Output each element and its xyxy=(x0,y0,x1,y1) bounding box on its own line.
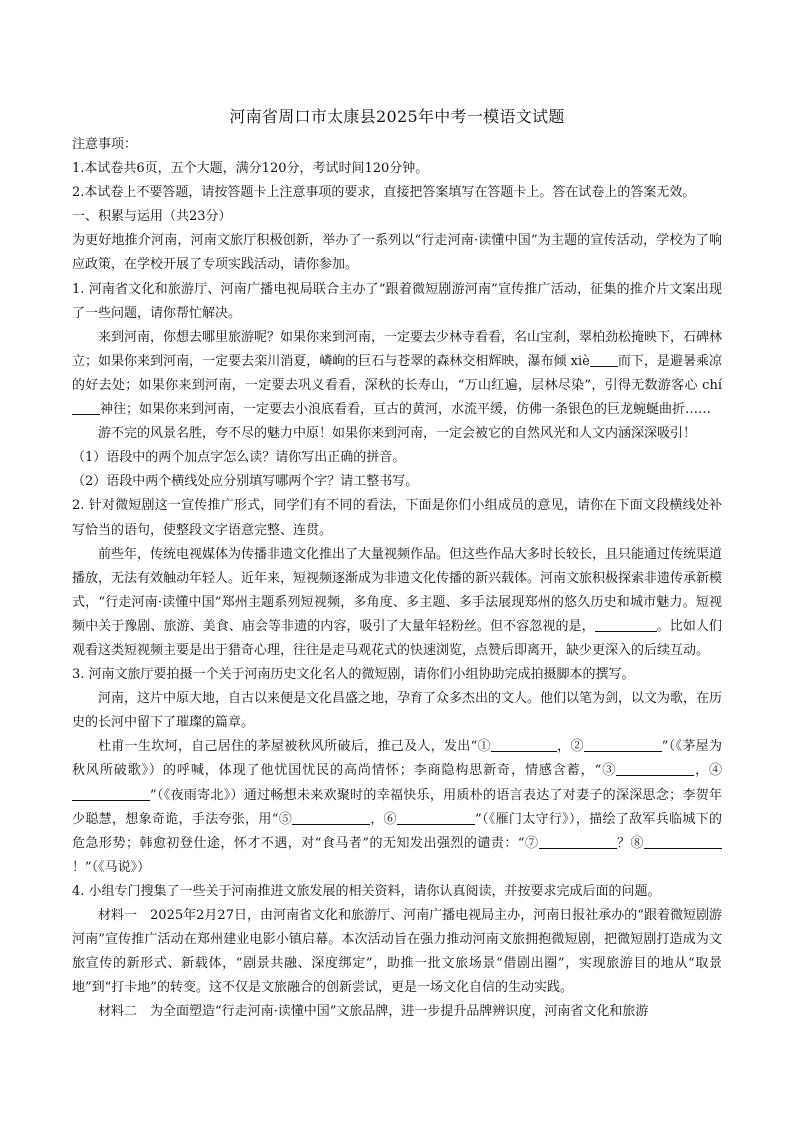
answer-blank xyxy=(595,617,657,632)
answer-blank xyxy=(590,352,618,367)
q1-passage-part-b: 而下，是避暑乘凉的好去处；如果你来到河南，一定要去巩义看看，深秋的长寿山，“万山红遍，层林尽染”，引得无数游客心 chí xyxy=(72,353,722,393)
q4-stem: 4. 小组专门搜集了一些关于河南推进文旅发展的相关资料，请你认真阅读，并按要求完成后面的问题。 xyxy=(72,883,661,899)
q3-fill-passage xyxy=(72,735,722,880)
q3-text-4: ，④ xyxy=(694,763,722,779)
q3-stem: 3. 河南文旅厅要拍摄一个关于河南历史文化名人的微短剧，请你们小组协助完成拍摄脚本的撰写。 xyxy=(72,667,635,683)
q1-passage-end: 游不完的风景名胜，夸不尽的魅力中原！如果你来到河南，一定会被它的自然风光和人文内涵深深吸引！ xyxy=(98,426,697,442)
q3-text-5: ”（《夜雨寄北》）通过畅想未来欢聚时的幸福快乐，用质朴的语言表达了对妻子的深深思念；李贺年少聪慧，想象奇诡，手法夸张，用“⑤ xyxy=(72,787,722,827)
answer-blank xyxy=(584,737,662,752)
answer-blank xyxy=(539,834,617,849)
q1-passage-part-a: 来到河南，你想去哪里旅游呢？如果你来到河南，一定要去少林寺看看，名山宝刹，翠柏劲松掩映下，石碑林立；如果你来到河南，一定要去栾川消夏，嶙峋的巨石与苍翠的森林交相辉映，瀑布倾 xiè xyxy=(72,329,723,369)
q1-subquestion-1: （1）语段中的两个加点字怎么读？请你写出正确的拼音。 xyxy=(72,450,406,466)
q3-text-6: ，⑥ xyxy=(370,811,397,827)
q3-intro: 河南，这片中原大地，自古以来便是文化昌盛之地，孕育了众多杰出的文人。他们以笔为剑，以文为歌，在历史的长河中留下了璀璨的篇章。 xyxy=(72,691,723,731)
notice-heading: 注意事项： xyxy=(72,137,138,152)
section-intro: 为更好地推介河南，河南文旅厅积极创新，举办了一系列以“行走河南·读懂中国”为主题的宣传活动，学校为了响应政策，在学校开展了专项实践活动，请你参加。 xyxy=(72,233,722,273)
q1-passage xyxy=(72,326,722,422)
notice-item-2: 2.本试卷上不要答题，请按答题卡上注意事项的要求，直接把答案填写在答题卡上。答在试卷上的答案无效。 xyxy=(72,185,696,201)
notice-item-1: 1.本试卷共6页，五个大题，满分120分，考试时间120分钟。 xyxy=(72,161,429,177)
answer-blank xyxy=(292,810,370,825)
exam-page xyxy=(72,100,722,1024)
q3-text-8: ？⑧ xyxy=(616,835,644,851)
answer-blank xyxy=(644,834,722,849)
answer-blank xyxy=(616,761,694,776)
answer-blank xyxy=(72,786,150,801)
q3-text-9: ！”（《马说》） xyxy=(72,859,151,875)
q3-text-3: ”（《茅屋为秋风所破歌》）的呼喊，体现了他忧国忧民的高尚情怀；李商隐构思新奇，情感含蓄，“③ xyxy=(72,739,722,779)
q3-text-2: ，② xyxy=(556,739,584,755)
q3-text-7: ”（《雁门太守行》），描绘了敌军兵临城下的危急形势；韩愈初登仕途，怀才不遇，对“食马者”的无知发出强烈的谴责：“⑦ xyxy=(72,811,722,851)
q1-subquestion-2: （2）语段中两个横线处应分别填写哪两个字？请工整书写。 xyxy=(72,474,419,490)
q4-material-1: 材料一 2025年2月27日，由河南省文化和旅游厅、河南广播电视局主办，河南日报社承办的“跟着微短剧游河南”宣传推广活动在郑州建业电影小镇启幕。本次活动旨在强力推动河南文旅拥抱微短剧，把微短剧打造成为文旅宣传的新形式、新载体，“剧景共融、深度绑定”，助推一批文旅场景“借剧出圈”，实现旅游目的地从“取景地”到“打卡地”的转变。这不仅是文旅融合的创新尝试，更是一场文化自信的生动实践。 xyxy=(72,908,722,996)
q1-passage-part-c: 神往；如果你来到河南，一定要去小浪底看看，亘古的黄河，水流平缓，仿佛一条银色的巨龙蜿蜒曲折…… xyxy=(100,402,712,418)
q2-stem: 2. 针对微短剧这一宣传推广形式，同学们有不同的看法，下面是你们小组成员的意见，请你在下面文段横线处补写恰当的语句，使整段文字语意完整、连贯。 xyxy=(72,498,722,538)
q3-text-1: 杜甫一生坎坷，自己居住的茅屋被秋风所破后，推己及人，发出“① xyxy=(98,739,491,755)
q2-passage xyxy=(72,543,722,663)
answer-blank xyxy=(72,400,100,415)
answer-blank xyxy=(397,810,475,825)
q4-material-2: 材料二 为全面塑造“行走河南·读懂中国”文旅品牌，进一步提升品牌辨识度，河南省文化和旅游 xyxy=(98,1004,649,1020)
q2-passage-part-b: 。比如人们观看这类短视频主要是出于猎奇心理，往往是走马观花式的快速浏览，点赞后即离开，缺少更深入的后续互动。 xyxy=(72,618,722,658)
answer-blank xyxy=(491,737,557,752)
section-heading: 一、积累与运用（共23分） xyxy=(72,209,232,225)
q1-stem: 1. 河南省文化和旅游厅、河南广播电视局联合主办了“跟着微短剧游河南”宣传推广活动，征集的推介片文案出现了一些问题，请你帮忙解决。 xyxy=(72,281,722,321)
page-title: 河南省周口市太康县2025年中考一模语文试题 xyxy=(229,107,565,126)
q2-passage-part-a: 前些年，传统电视媒体为传播非遗文化推出了大量视频作品。但这些作品大多时长较长，且只能通过传统渠道播放，无法有效触动年轻人。近年来，短视频逐渐成为非遗文化传播的新兴载体。河南文旅积极探索非遗传承新模式，“行走河南·读懂中国”郑州主题系列短视频，多角度、多主题、多手法展现郑州的悠久历史和城市魅力。短视频中关于豫剧、旅游、美食、庙会等非遗的内容，吸引了大量年轻粉丝。但不容忽视的是， xyxy=(72,546,723,634)
